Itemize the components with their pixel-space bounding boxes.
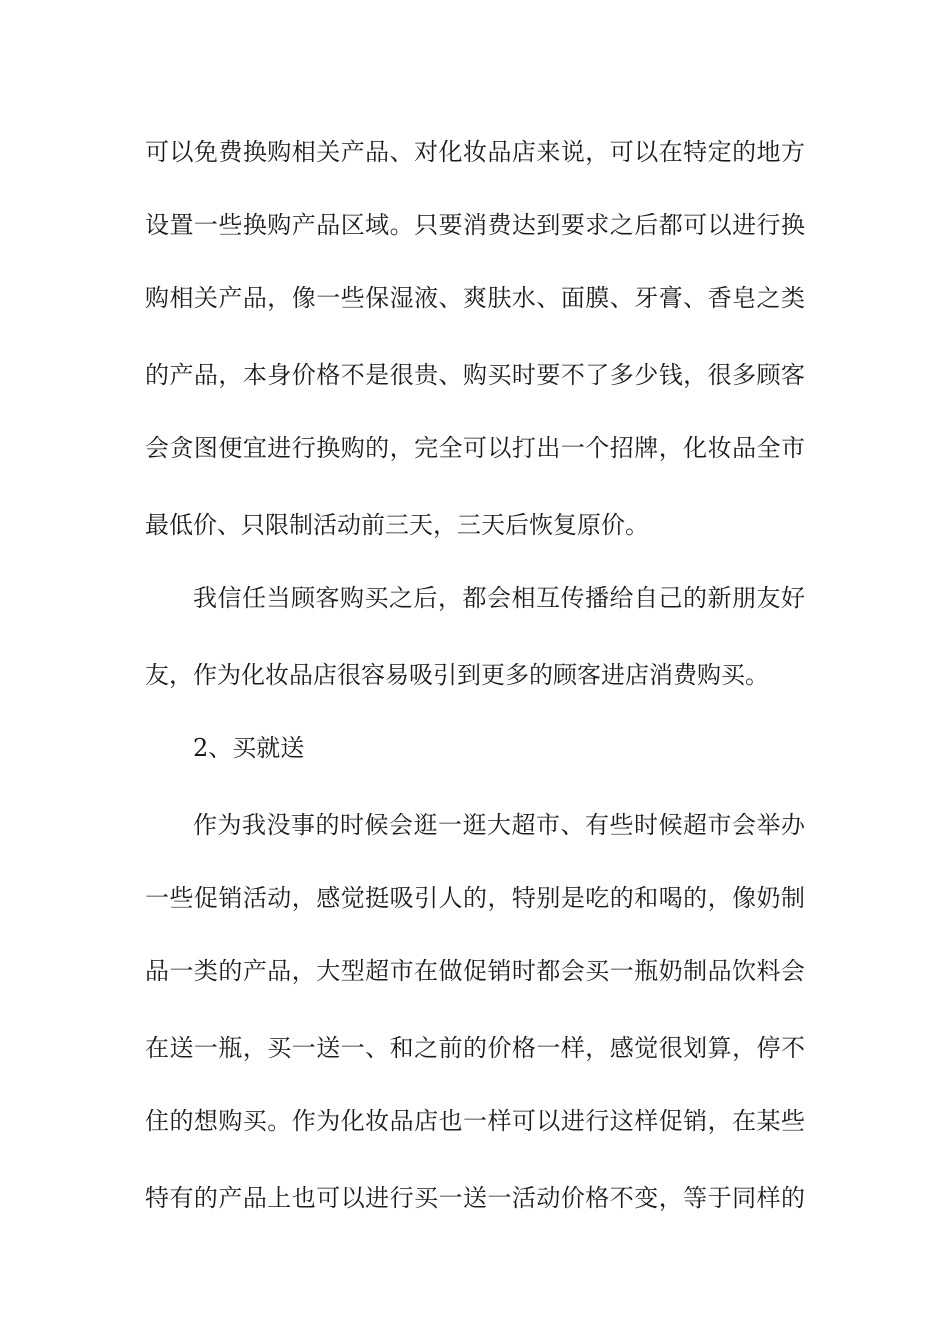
paragraph-line: 友，作为化妆品店很容易吸引到更多的顾客进店消费购买。 (145, 661, 769, 689)
paragraph-line: 的产品，本身价格不是很贵、购买时要不了多少钱，很多顾客 (145, 361, 805, 389)
paragraph-line: 作为我没事的时候会逛一逛大超市、有些时候超市会举办 (193, 811, 805, 839)
paragraph-line: 住的想购买。作为化妆品店也一样可以进行这样促销，在某些 (145, 1107, 805, 1135)
section-heading: 2、买就送 (193, 734, 305, 762)
paragraph-line: 设置一些换购产品区域。只要消费达到要求之后都可以进行换 (145, 211, 805, 239)
paragraph-line: 最低价、只限制活动前三天，三天后恢复原价。 (145, 511, 649, 539)
paragraph-line: 特有的产品上也可以进行买一送一活动价格不变，等于同样的 (145, 1184, 805, 1212)
paragraph-line: 品一类的产品，大型超市在做促销时都会买一瓶奶制品饮料会 (145, 957, 805, 985)
paragraph-line: 可以免费换购相关产品、对化妆品店来说，可以在特定的地方 (145, 138, 805, 166)
paragraph-line: 在送一瓶，买一送一、和之前的价格一样，感觉很划算，停不 (145, 1034, 805, 1062)
paragraph-line: 一些促销活动，感觉挺吸引人的，特别是吃的和喝的，像奶制 (145, 884, 805, 912)
paragraph-line: 会贪图便宜进行换购的，完全可以打出一个招牌，化妆品全市 (145, 434, 805, 462)
paragraph-line: 购相关产品，像一些保湿液、爽肤水、面膜、牙膏、香皂之类 (145, 284, 805, 312)
paragraph-line: 我信任当顾客购买之后，都会相互传播给自己的新朋友好 (193, 584, 805, 612)
